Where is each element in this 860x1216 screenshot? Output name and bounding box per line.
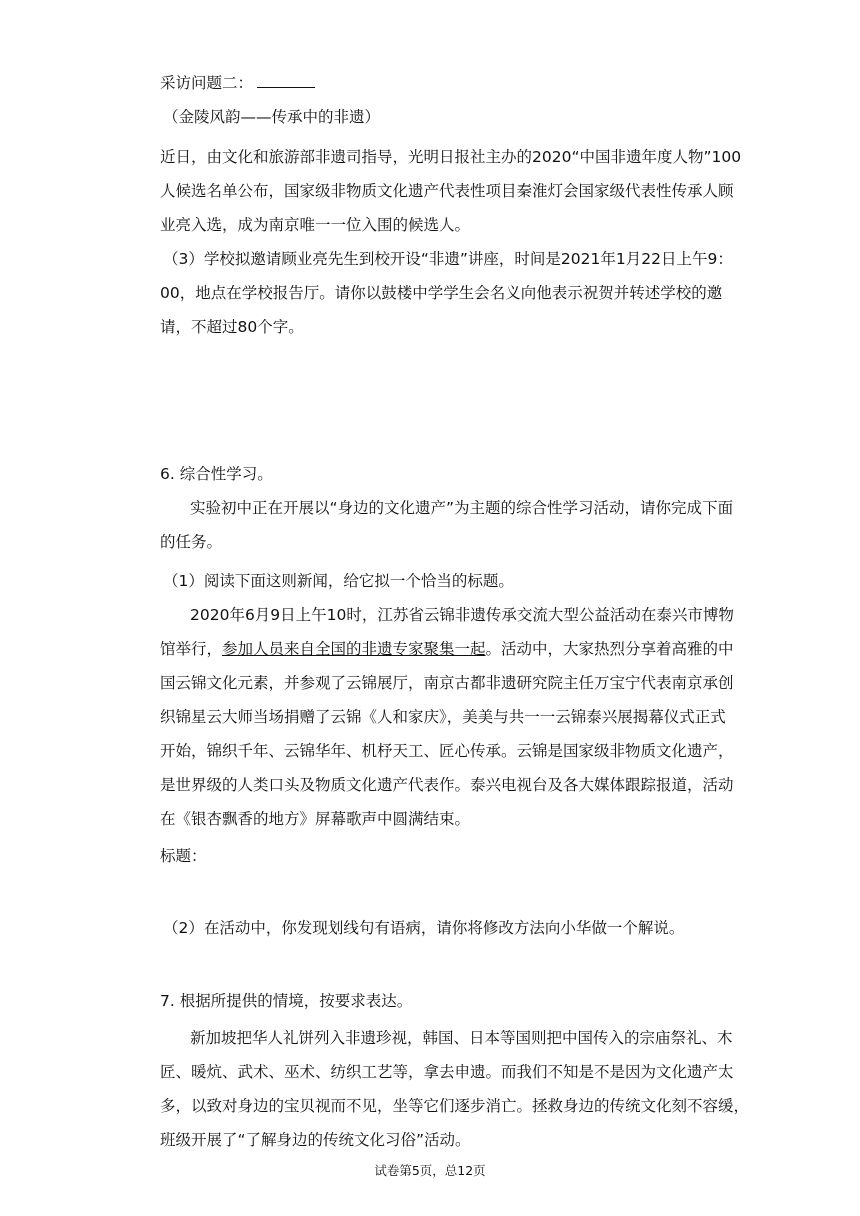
news-line2-post: 。活动中，大家热烈分享着高雅的中 (485, 640, 734, 658)
news-line2-pre: 馆举行， (160, 640, 223, 658)
answer-blank[interactable] (257, 72, 315, 88)
task-2: （2）在活动中，你发现划线句有语病，请你将修改方法向小华做一个解说。 (163, 919, 685, 937)
title-label: 标题： (160, 847, 207, 865)
task-3-line: 00，地点在学校报告厅。请你以鼓楼中学学生会名义向他表示祝贺并转述学校的邀 (160, 284, 723, 302)
news-paragraph-line: 是世界级的人类口头及物质文化遗产代表作。泰兴电视台及各大媒体跟踪报道，活动 (160, 776, 734, 794)
question-7-heading: 7. 根据所提供的情境，按要求表达。 (160, 992, 413, 1010)
paragraph-line: 班级开展了“了解身边的传统文化习俗”活动。 (160, 1131, 471, 1149)
intro-line: 的任务。 (160, 533, 223, 551)
page-footer: 试卷第5页，总12页 (374, 1163, 486, 1178)
interview-question-2-label: 采访问题二： (160, 74, 254, 92)
news-paragraph-line: 2020年6月9日上午10时，江苏省云锦非遗传承交流大型公益活动在泰兴市博物 (190, 606, 734, 624)
section-title: （金陵风韵——传承中的非遗） (163, 108, 381, 126)
paragraph-line: 多，以致对身边的宝贝视而不见，坐等它们逐步消亡。拯救身边的传统文化刻不容缓， (160, 1097, 750, 1115)
news-line: 业亮入选，成为南京唯一一位入围的候选人。 (160, 216, 471, 234)
news-line: 近日，由文化和旅游部非遗司指导，光明日报社主办的2020“中国非遗年度人物”100 (160, 148, 742, 166)
underlined-sentence: 参加人员来自全国的非遗专家聚集一起 (222, 640, 486, 658)
task-3-line: 请，不超过80个字。 (160, 318, 304, 336)
news-paragraph-line: 在《银杏飘香的地方》屏幕歌声中圆满结束。 (160, 810, 471, 828)
news-paragraph-line (160, 638, 734, 660)
paragraph-line: 新加坡把华人礼饼列入非遗珍视，韩国、日本等国则把中国传入的宗庙祭礼、木 (190, 1029, 733, 1047)
interview-question-2 (160, 72, 315, 94)
news-line: 人候选名单公布，国家级非物质文化遗产代表性项目秦淮灯会国家级代表性传承人顾 (160, 182, 734, 200)
question-6-heading: 6. 综合性学习。 (160, 465, 273, 483)
task-3-line: （3）学校拟邀请顾业亮先生到校开设“非遗”讲座，时间是2021年1月22日上午9： (163, 250, 733, 268)
news-paragraph-line: 国云锦文化元素，并参观了云锦展厅，南京古都非遗研究院主任万宝宁代表南京承创 (160, 674, 734, 692)
intro-line: 实验初中正在开展以“身边的文化遗产”为主题的综合性学习活动，请你完成下面 (190, 499, 734, 517)
news-paragraph-line: 织锦星云大师当场捐赠了云锦《人和家庆》，美美与共一一云锦泰兴展揭幕仪式正式 (160, 708, 726, 726)
task-1: （1）阅读下面这则新闻，给它拟一个恰当的标题。 (163, 572, 514, 590)
news-paragraph-line: 开始，锦织千年、云锦华年、机杼天工、匠心传承。云锦是国家级非物质文化遗产， (160, 742, 734, 760)
paragraph-line: 匠、暖炕、武术、巫术、纺织工艺等，拿去申遗。而我们不知是不是因为文化遗产太 (160, 1063, 734, 1081)
